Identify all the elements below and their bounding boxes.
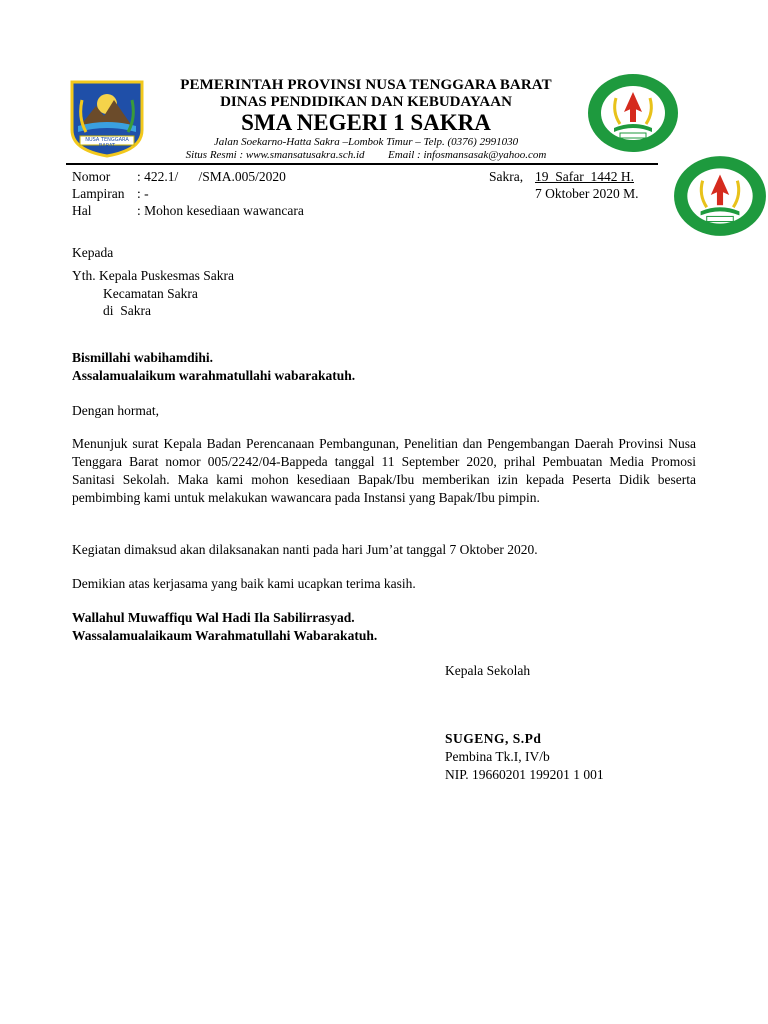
signature-title: Kepala Sekolah (445, 663, 531, 678)
greg-date: 7 Oktober 2020 M. (535, 186, 639, 201)
body-paragraph-3: Demikian atas kerjasama yang baik kami ucapkan terima kasih. (72, 576, 416, 591)
signatory-name: SUGENG, S.Pd (445, 731, 542, 746)
closing-line-2: Wassalamualaikaum Warahmatullahi Wabarakatuh. (72, 628, 378, 643)
nomor-label: Nomor (72, 169, 111, 184)
bismillah: Bismillahi wabihamdihi. (72, 350, 214, 365)
hijri-date: 19 Safar 1442 H. (535, 169, 634, 184)
hal-value: : Mohon kesediaan wawancara (137, 203, 304, 218)
greeting: Dengan hormat, (72, 403, 159, 418)
recipient-line2: Kecamatan Sakra (103, 286, 198, 301)
letterhead-divider (66, 163, 658, 165)
dept-heading: DINAS PENDIDIKAN DAN KEBUDAYAAN (220, 94, 512, 110)
school-name: SMA NEGERI 1 SAKRA (241, 110, 491, 135)
signatory-rank: Pembina Tk.I, IV/b (445, 749, 550, 764)
hal-label: Hal (72, 203, 92, 218)
nomor-value: : 422.1/ /SMA.005/2020 (137, 169, 286, 184)
place: Sakra, (489, 169, 524, 184)
school-logo (586, 72, 680, 154)
school-address: Jalan Soekarno-Hatta Sakra –Lombok Timur – Telp. (0376) 2991030 (213, 136, 519, 148)
signatory-nip: NIP. 19660201 199201 1 001 (445, 767, 604, 782)
gov-heading: PEMERINTAH PROVINSI NUSA TENGGARA BARAT (180, 77, 552, 93)
salam: Assalamualaikum warahmatullahi wabarakatuh. (72, 368, 356, 383)
closing-line-1: Wallahul Muwaffiqu Wal Hadi Ila Sabilirrasyad. (72, 610, 355, 625)
logo-banner-text: NUSA TENGGARA BARAT (85, 137, 129, 149)
recipient-line1: Yth. Kepala Puskesmas Sakra (72, 268, 234, 283)
kepada: Kepada (72, 245, 114, 260)
recipient-line3: di Sakra (103, 303, 151, 318)
website: Situs Resmi : www.smansatusakra.sch.id (185, 149, 365, 161)
lampiran-value: : - (137, 186, 149, 201)
body-paragraph-2: Kegiatan dimaksud akan dilaksanakan nanti pada hari Jum’at tanggal 7 Oktober 2020. (72, 542, 538, 557)
email: Email : infosmansasak@yahoo.com (388, 149, 547, 161)
school-contact (150, 149, 582, 161)
body-paragraph-1: Menunjuk surat Kepala Badan Perencanaan Pembangunan, Penelitian dan Pengembangan Daerah Provinsi Nusa Tenggara Barat nomor 005/2242/04-Bappeda tanggal 11 September 2020, prihal Pembuatan Media Promosi Sanitasi Sekolah. Maka kami mohon kesediaan Bapak/Ibu memberikan izin kepada Peserta Didik beserta pembimbing kami untuk melakukan wawancara pada Instansi yang Bapak/Ibu pimpin. (72, 436, 696, 505)
school-logo-secondary (672, 154, 768, 238)
lampiran-label: Lampiran (72, 186, 125, 201)
